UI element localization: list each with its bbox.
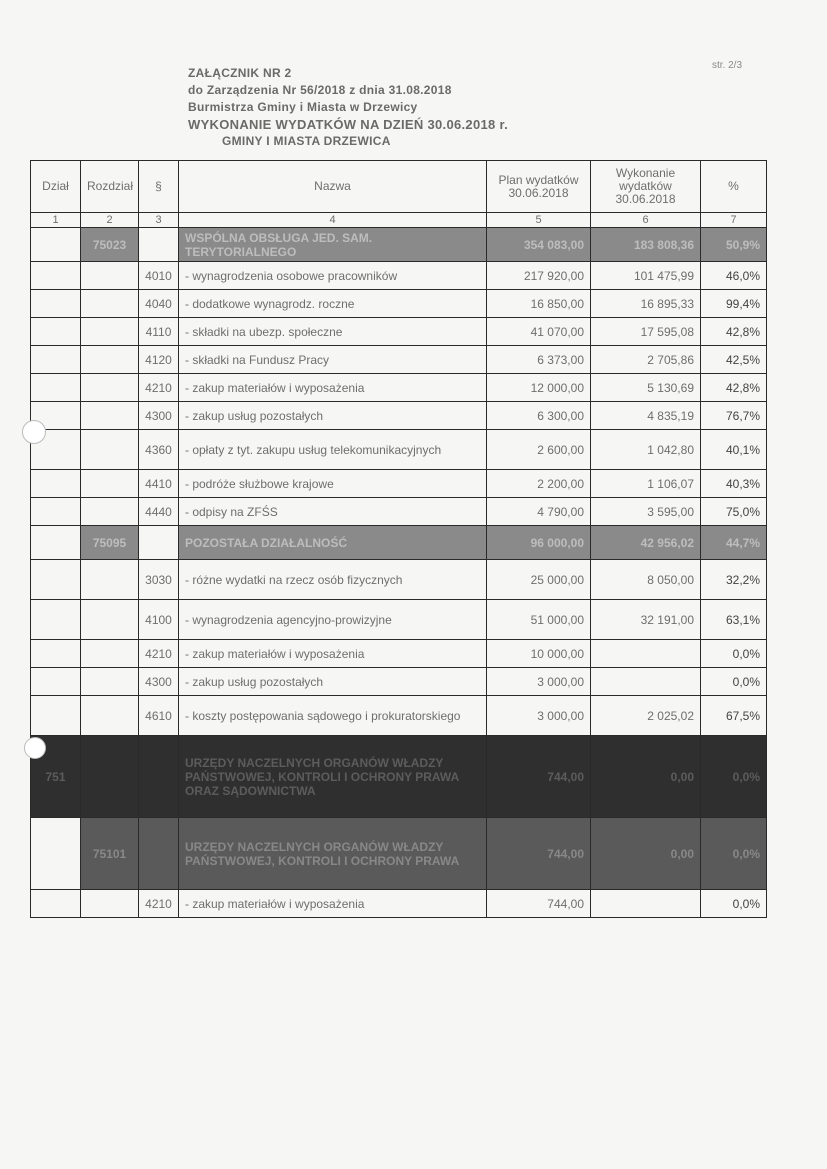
cell-procent: 67,5% xyxy=(701,696,767,736)
cell-nazwa: WSPÓLNA OBSŁUGA JED. SAM. TERYTORIALNEGO xyxy=(179,228,487,262)
cell-procent: 32,2% xyxy=(701,560,767,600)
cell-nazwa: - wynagrodzenia osobowe pracowników xyxy=(179,262,487,290)
cell-plan: 10 000,00 xyxy=(487,640,591,668)
col-number: 1 xyxy=(31,213,81,228)
col-number: 2 xyxy=(81,213,139,228)
cell-rozdzial xyxy=(81,600,139,640)
col-header-rozdzial: Rozdział xyxy=(81,161,139,213)
cell-rozdzial xyxy=(81,402,139,430)
section-row xyxy=(31,228,767,262)
cell-paragraf: 4300 xyxy=(139,668,179,696)
cell-paragraf xyxy=(139,228,179,262)
table-row xyxy=(31,668,767,696)
cell-paragraf: 4010 xyxy=(139,262,179,290)
cell-wykonanie: 0,00 xyxy=(591,818,701,890)
cell-plan: 41 070,00 xyxy=(487,318,591,346)
table-row xyxy=(31,374,767,402)
cell-plan: 2 200,00 xyxy=(487,470,591,498)
cell-paragraf: 4100 xyxy=(139,600,179,640)
cell-paragraf xyxy=(139,818,179,890)
cell-paragraf: 4040 xyxy=(139,290,179,318)
cell-dzial xyxy=(31,374,81,402)
document-title: WYKONANIE WYDATKÓW NA DZIEŃ 30.06.2018 r. xyxy=(188,117,509,132)
col-header-plan: Plan wydatków 30.06.2018 xyxy=(487,161,591,213)
cell-procent: 50,9% xyxy=(701,228,767,262)
table-row xyxy=(31,470,767,498)
cell-paragraf: 4360 xyxy=(139,430,179,470)
cell-plan: 744,00 xyxy=(487,736,591,818)
cell-dzial xyxy=(31,290,81,318)
cell-plan: 4 790,00 xyxy=(487,498,591,526)
cell-nazwa: - składki na ubezp. społeczne xyxy=(179,318,487,346)
table-row xyxy=(31,890,767,918)
cell-nazwa: - zakup materiałów i wyposażenia xyxy=(179,890,487,918)
cell-wykonanie: 1 042,80 xyxy=(591,430,701,470)
cell-wykonanie: 16 895,33 xyxy=(591,290,701,318)
cell-procent: 40,1% xyxy=(701,430,767,470)
cell-procent: 0,0% xyxy=(701,668,767,696)
cell-procent: 75,0% xyxy=(701,498,767,526)
section-row xyxy=(31,818,767,890)
column-number-row xyxy=(31,213,767,228)
cell-wykonanie: 32 191,00 xyxy=(591,600,701,640)
cell-nazwa: - zakup usług pozostałych xyxy=(179,668,487,696)
cell-rozdzial: 75095 xyxy=(81,526,139,560)
cell-plan: 3 000,00 xyxy=(487,668,591,696)
table-body xyxy=(31,228,767,918)
cell-rozdzial xyxy=(81,290,139,318)
cell-dzial xyxy=(31,526,81,560)
cell-procent: 44,7% xyxy=(701,526,767,560)
cell-wykonanie: 101 475,99 xyxy=(591,262,701,290)
cell-dzial xyxy=(31,890,81,918)
cell-wykonanie: 5 130,69 xyxy=(591,374,701,402)
cell-dzial xyxy=(31,640,81,668)
cell-paragraf: 4210 xyxy=(139,640,179,668)
cell-procent: 46,0% xyxy=(701,262,767,290)
cell-plan: 12 000,00 xyxy=(487,374,591,402)
cell-wykonanie: 42 956,02 xyxy=(591,526,701,560)
cell-paragraf: 4410 xyxy=(139,470,179,498)
table-row xyxy=(31,402,767,430)
cell-plan: 96 000,00 xyxy=(487,526,591,560)
cell-plan: 744,00 xyxy=(487,818,591,890)
expenditure-table xyxy=(30,160,767,918)
cell-nazwa: - różne wydatki na rzecz osób fizycznych xyxy=(179,560,487,600)
cell-dzial xyxy=(31,668,81,696)
cell-dzial xyxy=(31,318,81,346)
col-number: 3 xyxy=(139,213,179,228)
cell-rozdzial xyxy=(81,346,139,374)
cell-rozdzial xyxy=(81,890,139,918)
cell-paragraf: 4120 xyxy=(139,346,179,374)
cell-dzial xyxy=(31,470,81,498)
cell-nazwa: - zakup materiałów i wyposażenia xyxy=(179,374,487,402)
table-row xyxy=(31,290,767,318)
cell-dzial xyxy=(31,600,81,640)
table-row xyxy=(31,346,767,374)
table-row xyxy=(31,640,767,668)
cell-paragraf: 4440 xyxy=(139,498,179,526)
cell-wykonanie: 8 050,00 xyxy=(591,560,701,600)
cell-wykonanie: 4 835,19 xyxy=(591,402,701,430)
cell-paragraf: 3030 xyxy=(139,560,179,600)
cell-procent: 0,0% xyxy=(701,640,767,668)
cell-dzial xyxy=(31,696,81,736)
cell-rozdzial xyxy=(81,430,139,470)
cell-procent: 63,1% xyxy=(701,600,767,640)
cell-plan: 2 600,00 xyxy=(487,430,591,470)
cell-procent: 40,3% xyxy=(701,470,767,498)
cell-nazwa: - składki na Fundusz Pracy xyxy=(179,346,487,374)
table-row xyxy=(31,560,767,600)
cell-dzial xyxy=(31,818,81,890)
cell-plan: 744,00 xyxy=(487,890,591,918)
col-number: 7 xyxy=(701,213,767,228)
issuer-line: Burmistrza Gminy i Miasta w Drzewicy xyxy=(188,100,418,114)
cell-rozdzial xyxy=(81,640,139,668)
cell-nazwa: URZĘDY NACZELNYCH ORGANÓW WŁADZY PAŃSTWOWEJ, KONTROLI I OCHRONY PRAWA xyxy=(179,818,487,890)
table-row xyxy=(31,262,767,290)
cell-procent: 42,5% xyxy=(701,346,767,374)
cell-procent: 42,8% xyxy=(701,374,767,402)
cell-paragraf: 4610 xyxy=(139,696,179,736)
cell-paragraf: 4110 xyxy=(139,318,179,346)
cell-nazwa: - dodatkowe wynagrodz. roczne xyxy=(179,290,487,318)
cell-rozdzial xyxy=(81,668,139,696)
cell-nazwa: - wynagrodzenia agencyjno-prowizyjne xyxy=(179,600,487,640)
cell-plan: 217 920,00 xyxy=(487,262,591,290)
cell-rozdzial: 75101 xyxy=(81,818,139,890)
document-subtitle: GMINY I MIASTA DRZEWICA xyxy=(222,134,391,148)
table-row xyxy=(31,318,767,346)
cell-procent: 0,0% xyxy=(701,818,767,890)
cell-plan: 354 083,00 xyxy=(487,228,591,262)
cell-dzial xyxy=(31,560,81,600)
cell-rozdzial xyxy=(81,318,139,346)
cell-rozdzial xyxy=(81,736,139,818)
cell-nazwa: POZOSTAŁA DZIAŁALNOŚĆ xyxy=(179,526,487,560)
cell-paragraf xyxy=(139,526,179,560)
cell-plan: 51 000,00 xyxy=(487,600,591,640)
cell-dzial xyxy=(31,346,81,374)
cell-dzial xyxy=(31,498,81,526)
cell-procent: 99,4% xyxy=(701,290,767,318)
cell-nazwa: - zakup materiałów i wyposażenia xyxy=(179,640,487,668)
cell-wykonanie: 1 106,07 xyxy=(591,470,701,498)
table-row xyxy=(31,696,767,736)
header-row xyxy=(31,161,767,213)
cell-nazwa: - opłaty z tyt. zakupu usług telekomunikacyjnych xyxy=(179,430,487,470)
punch-hole xyxy=(22,420,46,444)
col-header-procent: % xyxy=(701,161,767,213)
table-row xyxy=(31,600,767,640)
cell-wykonanie: 183 808,36 xyxy=(591,228,701,262)
cell-wykonanie: 0,00 xyxy=(591,736,701,818)
col-header-wykonanie: Wykonanie wydatków 30.06.2018 xyxy=(591,161,701,213)
cell-nazwa: - odpisy na ZFŚS xyxy=(179,498,487,526)
col-number: 5 xyxy=(487,213,591,228)
col-number: 4 xyxy=(179,213,487,228)
table-row xyxy=(31,430,767,470)
cell-rozdzial xyxy=(81,262,139,290)
cell-procent: 42,8% xyxy=(701,318,767,346)
cell-plan: 25 000,00 xyxy=(487,560,591,600)
table-row xyxy=(31,498,767,526)
col-header-nazwa: Nazwa xyxy=(179,161,487,213)
cell-wykonanie xyxy=(591,668,701,696)
cell-rozdzial xyxy=(81,470,139,498)
cell-rozdzial xyxy=(81,560,139,600)
cell-procent: 0,0% xyxy=(701,736,767,818)
cell-plan: 6 300,00 xyxy=(487,402,591,430)
cell-nazwa: - koszty postępowania sądowego i prokuratorskiego xyxy=(179,696,487,736)
cell-dzial xyxy=(31,228,81,262)
cell-nazwa: URZĘDY NACZELNYCH ORGANÓW WŁADZY PAŃSTWOWEJ, KONTROLI I OCHRONY PRAWA ORAZ SĄDOWNICTWA xyxy=(179,736,487,818)
cell-paragraf: 4210 xyxy=(139,374,179,402)
section-row xyxy=(31,736,767,818)
section-row xyxy=(31,526,767,560)
cell-nazwa: - podróże służbowe krajowe xyxy=(179,470,487,498)
cell-rozdzial: 75023 xyxy=(81,228,139,262)
col-header-paragraf: § xyxy=(139,161,179,213)
cell-paragraf: 4300 xyxy=(139,402,179,430)
cell-rozdzial xyxy=(81,696,139,736)
cell-plan: 16 850,00 xyxy=(487,290,591,318)
cell-wykonanie: 2 025,02 xyxy=(591,696,701,736)
cell-procent: 76,7% xyxy=(701,402,767,430)
cell-wykonanie xyxy=(591,640,701,668)
cell-paragraf xyxy=(139,736,179,818)
cell-wykonanie xyxy=(591,890,701,918)
cell-paragraf: 4210 xyxy=(139,890,179,918)
cell-dzial: 751 xyxy=(31,736,81,818)
col-number: 6 xyxy=(591,213,701,228)
cell-dzial xyxy=(31,262,81,290)
attachment-title: ZAŁĄCZNIK NR 2 xyxy=(188,66,292,80)
order-reference: do Zarządzenia Nr 56/2018 z dnia 31.08.2018 xyxy=(188,83,452,97)
cell-plan: 3 000,00 xyxy=(487,696,591,736)
cell-plan: 6 373,00 xyxy=(487,346,591,374)
cell-wykonanie: 2 705,86 xyxy=(591,346,701,374)
expenditure-table-wrapper xyxy=(30,160,766,918)
page-number: str. 2/3 xyxy=(712,60,743,71)
cell-rozdzial xyxy=(81,498,139,526)
cell-wykonanie: 17 595,08 xyxy=(591,318,701,346)
punch-hole xyxy=(24,737,46,759)
cell-rozdzial xyxy=(81,374,139,402)
cell-wykonanie: 3 595,00 xyxy=(591,498,701,526)
col-header-dzial: Dział xyxy=(31,161,81,213)
cell-nazwa: - zakup usług pozostałych xyxy=(179,402,487,430)
cell-procent: 0,0% xyxy=(701,890,767,918)
